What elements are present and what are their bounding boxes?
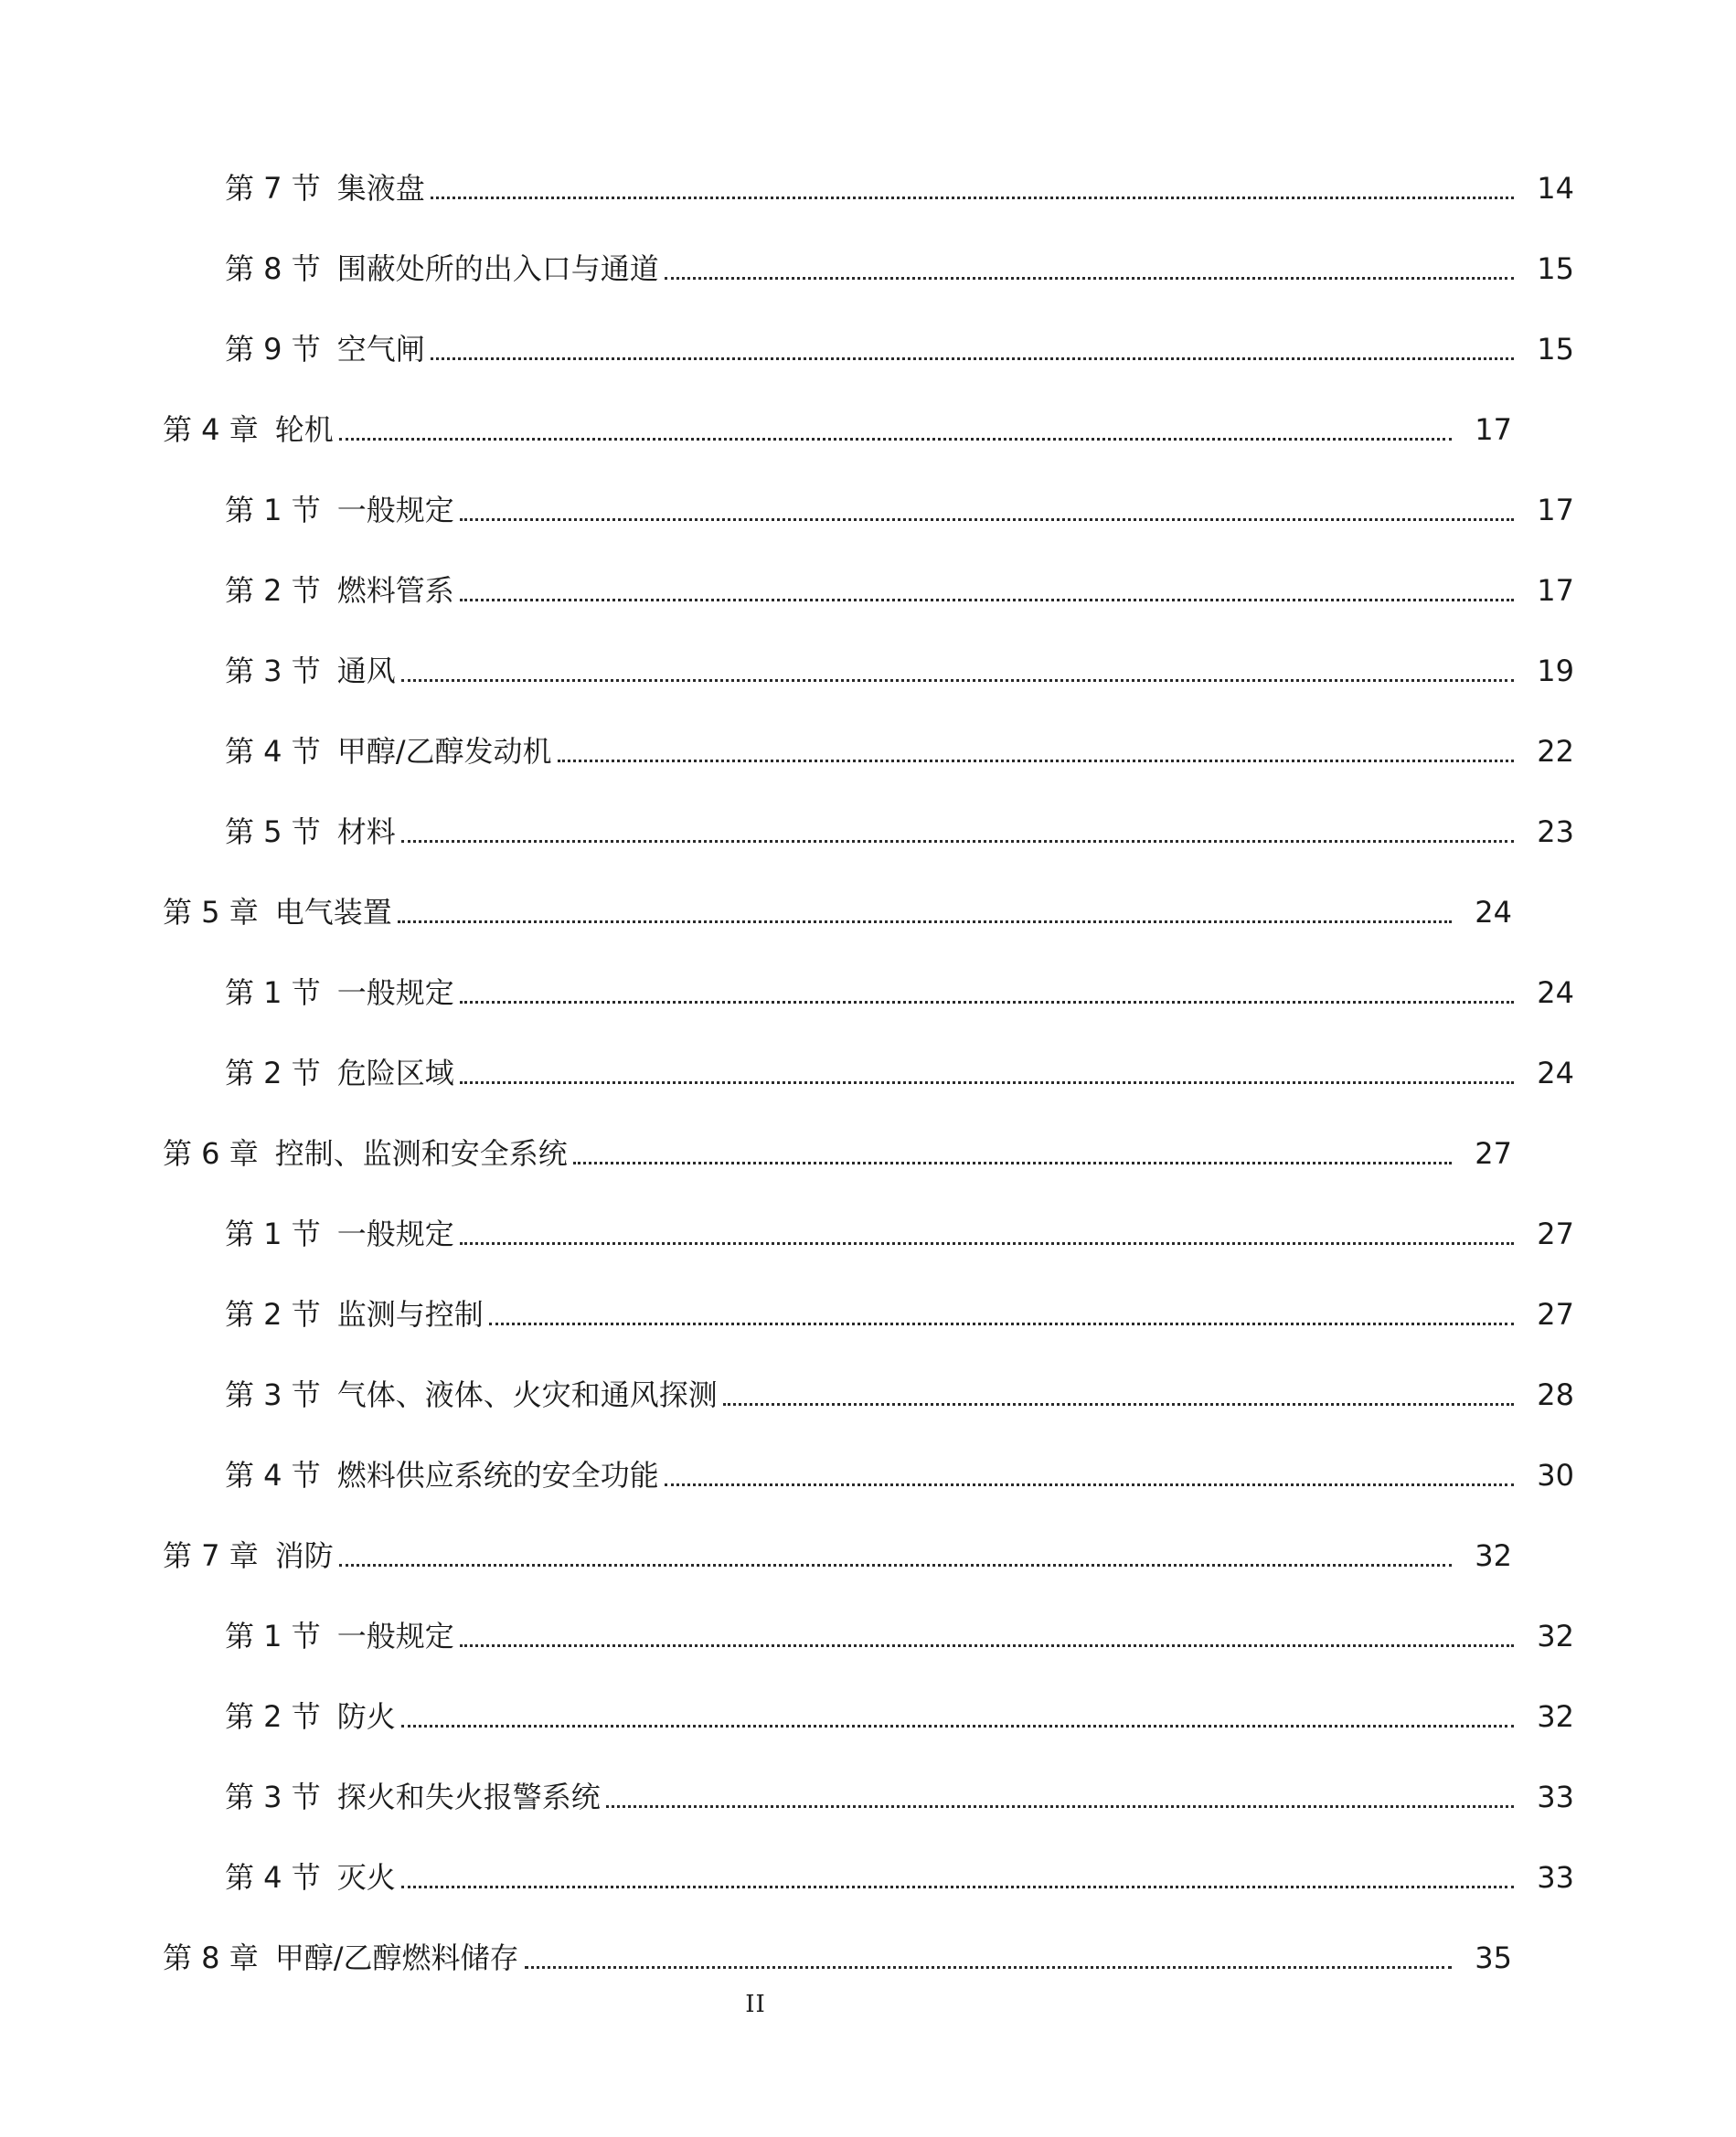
toc-entry-page: 23 [1537, 814, 1574, 849]
toc-entry-number: 第 2 节 [225, 1699, 321, 1734]
toc-entry-number: 第 3 节 [225, 654, 321, 688]
toc-entry[interactable] [0, 563, 1736, 618]
toc-entry[interactable] [0, 1046, 1736, 1100]
toc-entry-page: 30 [1537, 1458, 1574, 1493]
toc-dot-leader [525, 1966, 1452, 1969]
toc-entry-title: 燃料管系 [336, 573, 454, 608]
toc-entry-page: 33 [1537, 1860, 1574, 1895]
toc-entry-number: 第 9 节 [225, 332, 321, 367]
toc-entry-title: 危险区域 [336, 1056, 454, 1090]
toc-entry-number: 第 7 节 [225, 171, 321, 206]
toc-dot-leader [401, 679, 1514, 682]
toc-entry[interactable] [0, 402, 1674, 457]
toc-entry-title: 材料 [336, 814, 396, 849]
toc-entry-number: 第 5 章 [163, 895, 259, 930]
toc-entry-page: 15 [1537, 251, 1574, 286]
toc-entry-number: 第 1 节 [225, 1619, 321, 1653]
toc-entry-page: 22 [1537, 734, 1574, 769]
toc-dot-leader [489, 1323, 1514, 1325]
toc-entry-title: 一般规定 [336, 1619, 454, 1653]
toc-entry[interactable] [0, 965, 1736, 1020]
toc-entry[interactable] [0, 1448, 1736, 1503]
toc-entry-number: 第 3 节 [225, 1377, 321, 1412]
toc-entry-title: 空气闸 [336, 332, 425, 367]
toc-entry-page: 33 [1537, 1780, 1574, 1814]
toc-dot-leader [339, 1564, 1452, 1567]
toc-entry-number: 第 3 节 [225, 1780, 321, 1814]
toc-entry-number: 第 2 节 [225, 1297, 321, 1332]
toc-entry-title: 通风 [336, 654, 396, 688]
toc-entry-number: 第 2 节 [225, 1056, 321, 1090]
toc-entry[interactable] [0, 1609, 1736, 1664]
toc-entry-title: 监测与控制 [336, 1297, 484, 1332]
toc-entry[interactable] [0, 1850, 1736, 1905]
toc-entry-title: 集液盘 [336, 171, 425, 206]
toc-entry-title: 消防 [274, 1538, 334, 1573]
toc-dot-leader [460, 1644, 1514, 1647]
toc-entry[interactable] [0, 1367, 1736, 1422]
toc-entry-title: 轮机 [274, 412, 334, 447]
toc-entry-page: 14 [1537, 171, 1574, 206]
toc-entry-title: 灭火 [336, 1860, 396, 1895]
toc-entry-title: 探火和失火报警系统 [336, 1780, 601, 1814]
toc-entry-number: 第 2 节 [225, 573, 321, 608]
toc-entry-number: 第 4 节 [225, 734, 321, 769]
toc-entry[interactable] [0, 1207, 1736, 1261]
toc-entry-number: 第 6 章 [163, 1136, 259, 1171]
toc-entry-number: 第 4 节 [225, 1860, 321, 1895]
toc-dot-leader [606, 1805, 1514, 1808]
toc-entry[interactable] [0, 1930, 1674, 1985]
toc-dot-leader [460, 1242, 1514, 1245]
toc-dot-leader [665, 1483, 1514, 1486]
toc-entry[interactable] [0, 804, 1736, 859]
toc-entry[interactable] [0, 1528, 1674, 1583]
toc-entry-title: 电气装置 [274, 895, 392, 930]
toc-entry[interactable] [0, 885, 1674, 940]
toc-dot-leader [665, 277, 1514, 280]
toc-dot-leader [460, 1081, 1514, 1084]
toc-dot-leader [723, 1403, 1514, 1406]
toc-entry-page: 15 [1537, 332, 1574, 367]
toc-entry-title: 甲醇/乙醇燃料储存 [274, 1940, 519, 1975]
toc-dot-leader [431, 357, 1514, 360]
toc-entry-number: 第 8 节 [225, 251, 321, 286]
toc-entry-page: 24 [1475, 895, 1512, 930]
toc-entry[interactable] [0, 1126, 1674, 1181]
page-number: II [745, 1991, 766, 2018]
toc-entry-title: 控制、监测和安全系统 [274, 1136, 568, 1171]
toc-entry-page: 27 [1537, 1217, 1574, 1251]
toc-entry-page: 19 [1537, 654, 1574, 688]
toc-entry[interactable] [0, 322, 1736, 377]
toc-entry-page: 24 [1537, 1056, 1574, 1090]
toc-dot-leader [398, 920, 1452, 923]
toc-entry-title: 围蔽处所的出入口与通道 [336, 251, 659, 286]
toc-entry-page: 17 [1537, 493, 1574, 527]
toc-entry-title: 一般规定 [336, 493, 454, 527]
toc-dot-leader [460, 1001, 1514, 1004]
toc-entry-number: 第 1 节 [225, 1217, 321, 1251]
toc-dot-leader [558, 760, 1514, 762]
toc-entry-page: 27 [1475, 1136, 1512, 1171]
toc-entry-number: 第 4 节 [225, 1458, 321, 1493]
toc-entry[interactable] [0, 643, 1736, 698]
toc-entry-number: 第 7 章 [163, 1538, 259, 1573]
toc-entry-title: 一般规定 [336, 975, 454, 1010]
toc-entry-page: 32 [1537, 1619, 1574, 1653]
toc-entry-page: 24 [1537, 975, 1574, 1010]
toc-dot-leader [401, 1725, 1514, 1728]
toc-entry-number: 第 4 章 [163, 412, 259, 447]
toc-entry-page: 27 [1537, 1297, 1574, 1332]
toc-entry-title: 防火 [336, 1699, 396, 1734]
toc-dot-leader [401, 840, 1514, 843]
toc-entry[interactable] [0, 241, 1736, 296]
toc-entry-page: 35 [1475, 1940, 1512, 1975]
toc-dot-leader [573, 1162, 1452, 1164]
toc-entry-page: 32 [1537, 1699, 1574, 1734]
toc-entry-number: 第 8 章 [163, 1940, 259, 1975]
toc-entry[interactable] [0, 1287, 1736, 1342]
toc-dot-leader [431, 197, 1514, 199]
toc-entry-number: 第 5 节 [225, 814, 321, 849]
toc-entry-page: 28 [1537, 1377, 1574, 1412]
toc-entry-number: 第 1 节 [225, 493, 321, 527]
toc-entry-number: 第 1 节 [225, 975, 321, 1010]
toc-entry[interactable] [0, 483, 1736, 537]
toc-entry-page: 17 [1537, 573, 1574, 608]
toc-entry[interactable] [0, 1689, 1736, 1744]
toc-entry-title: 一般规定 [336, 1217, 454, 1251]
toc-entry[interactable] [0, 1770, 1736, 1824]
toc-entry[interactable] [0, 161, 1736, 216]
toc-dot-leader [460, 518, 1514, 521]
toc-entry-page: 32 [1475, 1538, 1512, 1573]
toc-entry-page: 17 [1475, 412, 1512, 447]
toc-entry-title: 气体、液体、火灾和通风探测 [336, 1377, 718, 1412]
toc-entry[interactable] [0, 724, 1736, 779]
toc-dot-leader [460, 599, 1514, 601]
toc-dot-leader [339, 438, 1452, 441]
toc-entry-title: 燃料供应系统的安全功能 [336, 1458, 659, 1493]
toc-entry-title: 甲醇/乙醇发动机 [336, 734, 552, 769]
toc-dot-leader [401, 1886, 1514, 1888]
